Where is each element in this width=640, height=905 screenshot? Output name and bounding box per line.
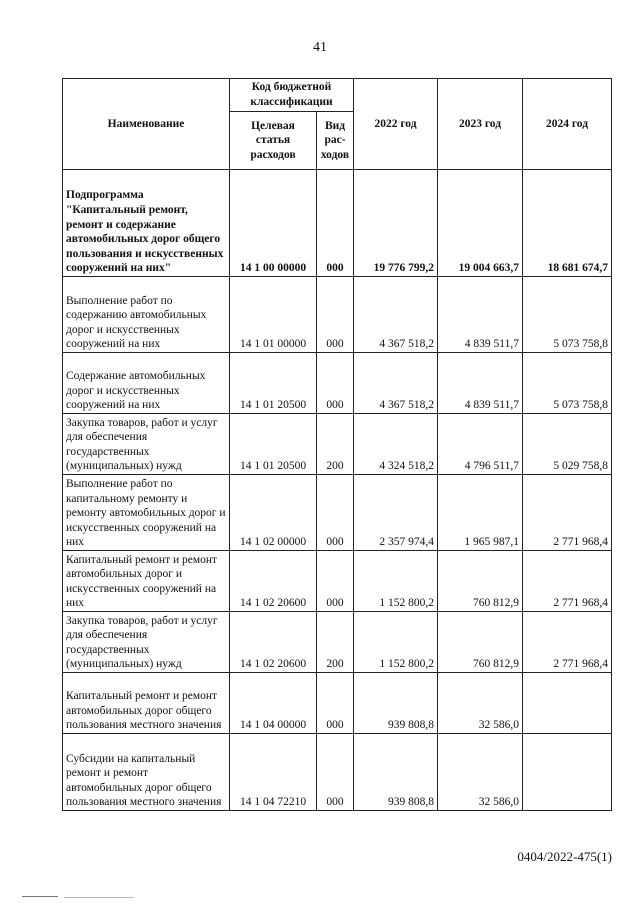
row-value-2022: 1 152 800,2: [354, 551, 438, 612]
row-name: Содержание автомобильных дорог и искусственных сооружений на них: [63, 353, 230, 414]
row-value-2022: 4 367 518,2: [354, 277, 438, 353]
row-value-2022: 2 357 974,4: [354, 475, 438, 551]
table-row: [63, 551, 612, 612]
table-row: [63, 734, 612, 811]
row-value-2023: 4 839 511,7: [438, 353, 523, 414]
row-code: 14 1 04 72210: [230, 734, 317, 811]
row-name: Субсидии на капитальный ремонт и ремонт автомобильных дорог общего пользования местного значения: [63, 734, 230, 811]
table-row: [63, 170, 612, 277]
row-value-2023: 4 796 511,7: [438, 414, 523, 475]
row-type: 000: [317, 551, 354, 612]
row-code: 14 1 02 20600: [230, 551, 317, 612]
row-code: 14 1 00 00000: [230, 170, 317, 277]
row-value-2022: 1 152 800,2: [354, 612, 438, 673]
scan-artifact-line: [22, 896, 58, 897]
table-row: [63, 612, 612, 673]
row-value-2022: 939 808,8: [354, 673, 438, 734]
row-value-2023: 19 004 663,7: [438, 170, 523, 277]
document-code: 0404/2022-475(1): [517, 849, 612, 864]
row-value-2022: 19 776 799,2: [354, 170, 438, 277]
table-row: [63, 475, 612, 551]
row-type: 200: [317, 414, 354, 475]
header-name: Наименование: [63, 79, 230, 170]
row-value-2022: 4 367 518,2: [354, 353, 438, 414]
row-name: Закупка товаров, работ и услуг для обеспечения государственных (муниципальных) нужд: [63, 414, 230, 475]
row-value-2024: 18 681 674,7: [523, 170, 612, 277]
row-value-2024: 2 771 968,4: [523, 551, 612, 612]
row-value-2023: 32 586,0: [438, 734, 523, 811]
row-name: Капитальный ремонт и ремонт автомобильных дорог и искусственных сооружений на них: [63, 551, 230, 612]
row-value-2024: 2 771 968,4: [523, 475, 612, 551]
row-value-2024: [523, 734, 612, 811]
scan-artifact-line: [64, 897, 134, 898]
header-year-2022: 2022 год: [354, 79, 438, 170]
row-name: Выполнение работ по содержанию автомобильных дорог и искусственных сооружений на них: [63, 277, 230, 353]
header-target-article: Целевая статья расходов: [230, 112, 317, 170]
row-type: 000: [317, 475, 354, 551]
row-name: Выполнение работ по капитальному ремонту и ремонту автомобильных дорог и искусственных сооружений на них: [63, 475, 230, 551]
row-code: 14 1 02 00000: [230, 475, 317, 551]
row-value-2024: 5 073 758,8: [523, 353, 612, 414]
header-year-2023: 2023 год: [438, 79, 523, 170]
row-type: 000: [317, 353, 354, 414]
row-code: 14 1 01 20500: [230, 353, 317, 414]
row-code: 14 1 01 00000: [230, 277, 317, 353]
header-expense-type: Вид рас-ходов: [317, 112, 354, 170]
row-value-2023: 32 586,0: [438, 673, 523, 734]
table-row: [63, 673, 612, 734]
row-code: 14 1 04 00000: [230, 673, 317, 734]
row-value-2023: 760 812,9: [438, 551, 523, 612]
row-type: 000: [317, 673, 354, 734]
row-code: 14 1 02 20600: [230, 612, 317, 673]
header-year-2024: 2024 год: [523, 79, 612, 170]
row-name: Капитальный ремонт и ремонт автомобильных дорог общего пользования местного значения: [63, 673, 230, 734]
table-row: [63, 414, 612, 475]
row-value-2023: 4 839 511,7: [438, 277, 523, 353]
row-value-2024: [523, 673, 612, 734]
row-name: Закупка товаров, работ и услуг для обеспечения государственных (муниципальных) нужд: [63, 612, 230, 673]
row-value-2023: 1 965 987,1: [438, 475, 523, 551]
table-row: [63, 277, 612, 353]
budget-table: [62, 78, 612, 811]
row-type: 000: [317, 277, 354, 353]
row-value-2024: 2 771 968,4: [523, 612, 612, 673]
page-number: 41: [313, 40, 327, 55]
row-type: 000: [317, 170, 354, 277]
table-row: [63, 353, 612, 414]
row-value-2023: 760 812,9: [438, 612, 523, 673]
row-code: 14 1 01 20500: [230, 414, 317, 475]
row-value-2022: 4 324 518,2: [354, 414, 438, 475]
row-name: Подпрограмма "Капитальный ремонт, ремонт и содержание автомобильных дорог общего пользования и искусственных сооружений на них": [63, 170, 230, 277]
header-code-group: Код бюджетной классификации: [230, 79, 354, 112]
row-type: 200: [317, 612, 354, 673]
row-type: 000: [317, 734, 354, 811]
row-value-2024: 5 029 758,8: [523, 414, 612, 475]
row-value-2024: 5 073 758,8: [523, 277, 612, 353]
row-value-2022: 939 808,8: [354, 734, 438, 811]
